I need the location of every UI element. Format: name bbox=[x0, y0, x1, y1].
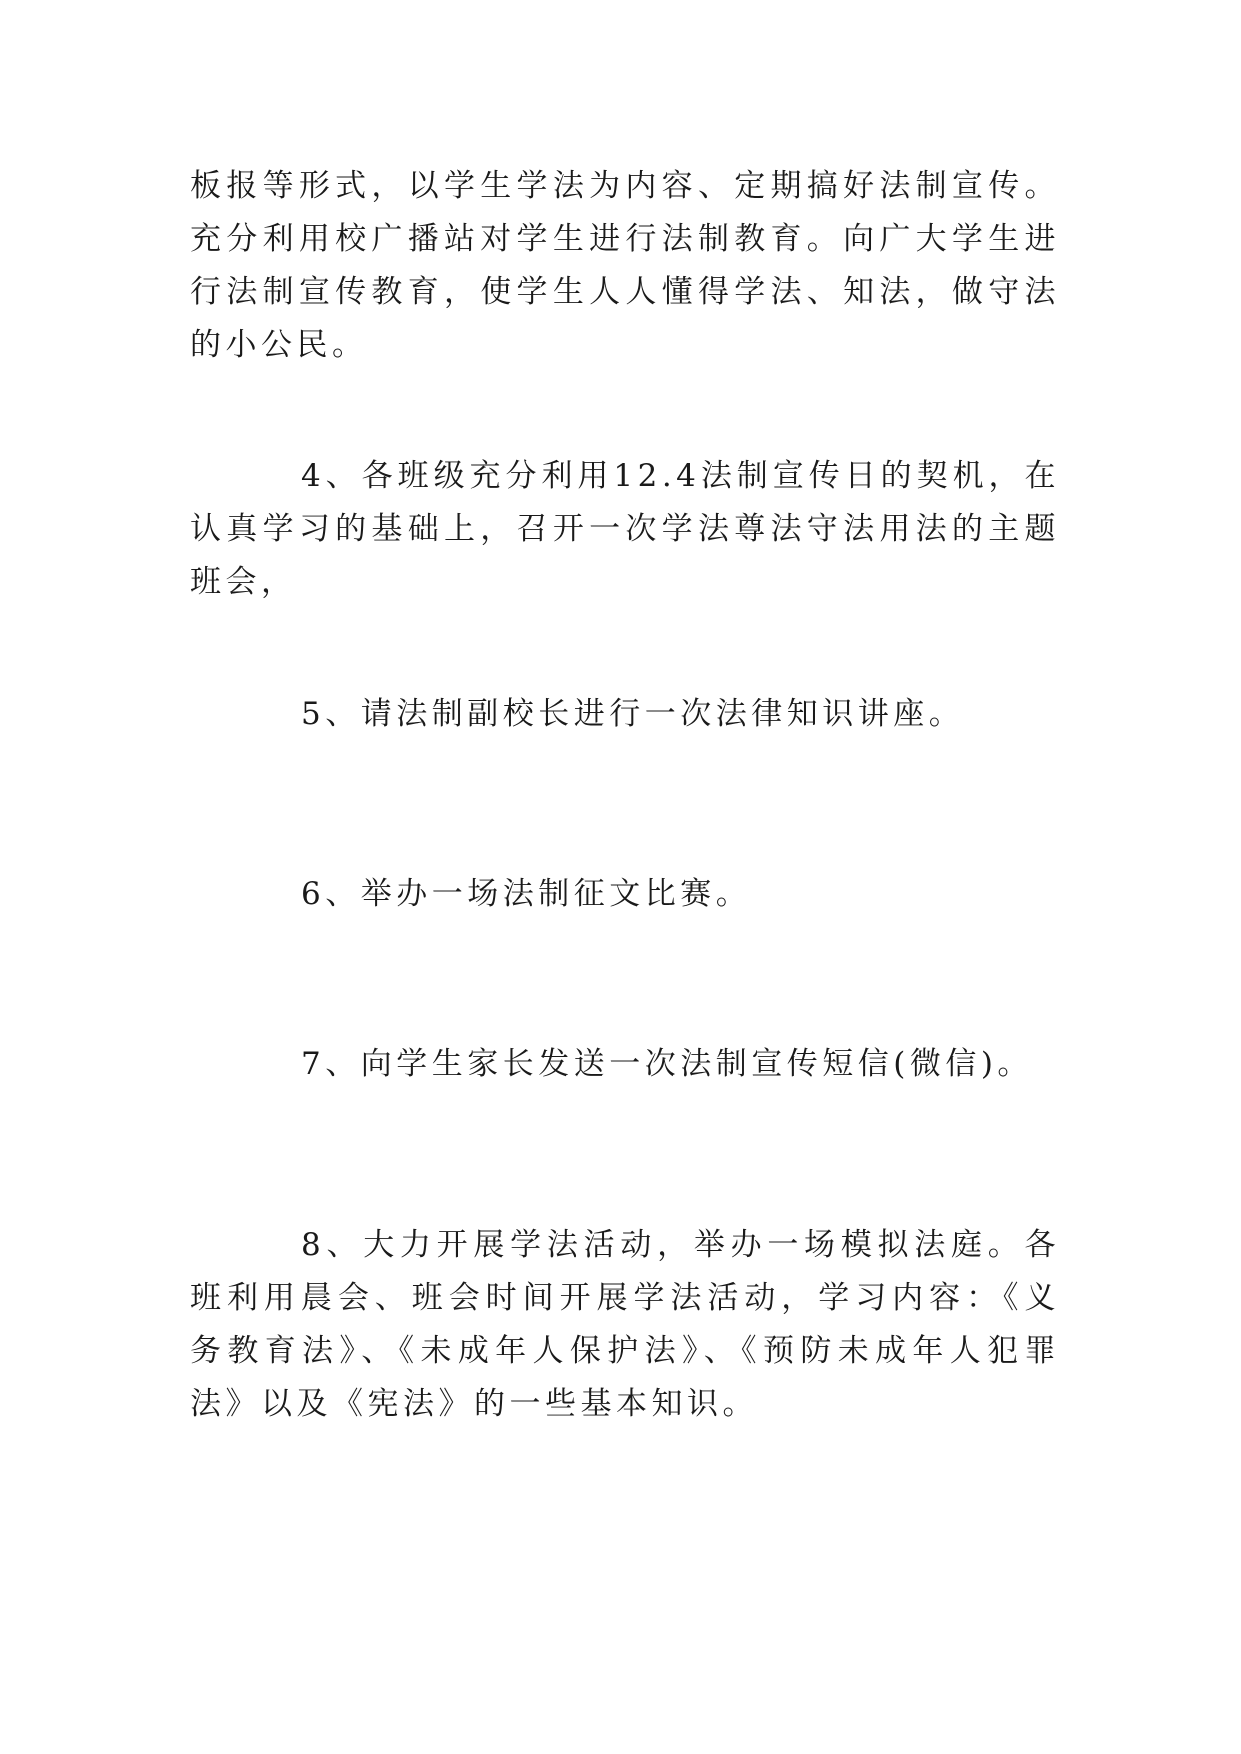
paragraph-item-7: 7、向学生家长发送一次法制宣传短信(微信)。 bbox=[301, 1046, 1033, 1082]
paragraph-item-4: 4、各班级充分利用12.4法制宣传日的契机，在认真学习的基础上，召开一次学法尊法守法用法的主题班会， bbox=[190, 458, 1060, 600]
paragraph-item-5: 5、请法制副校长进行一次法律知识讲座。 bbox=[301, 696, 965, 732]
paragraph-continuation: 板报等形式，以学生学法为内容、定期搞好法制宣传。充分利用校广播站对学生进行法制教育。向广大学生进行法制宣传教育，使学生人人懂得学法、知法，做守法的小公民。 bbox=[190, 168, 1060, 363]
paragraph-item-6: 6、举办一场法制征文比赛。 bbox=[301, 876, 752, 912]
paragraph-item-8: 8、大力开展学法活动，举办一场模拟法庭。各班利用晨会、班会时间开展学法活动，学习内容：《义务教育法》、《未成年人保护法》、《预防未成年人犯罪法》以及《宪法》的一些基本知识。 bbox=[190, 1227, 1060, 1422]
